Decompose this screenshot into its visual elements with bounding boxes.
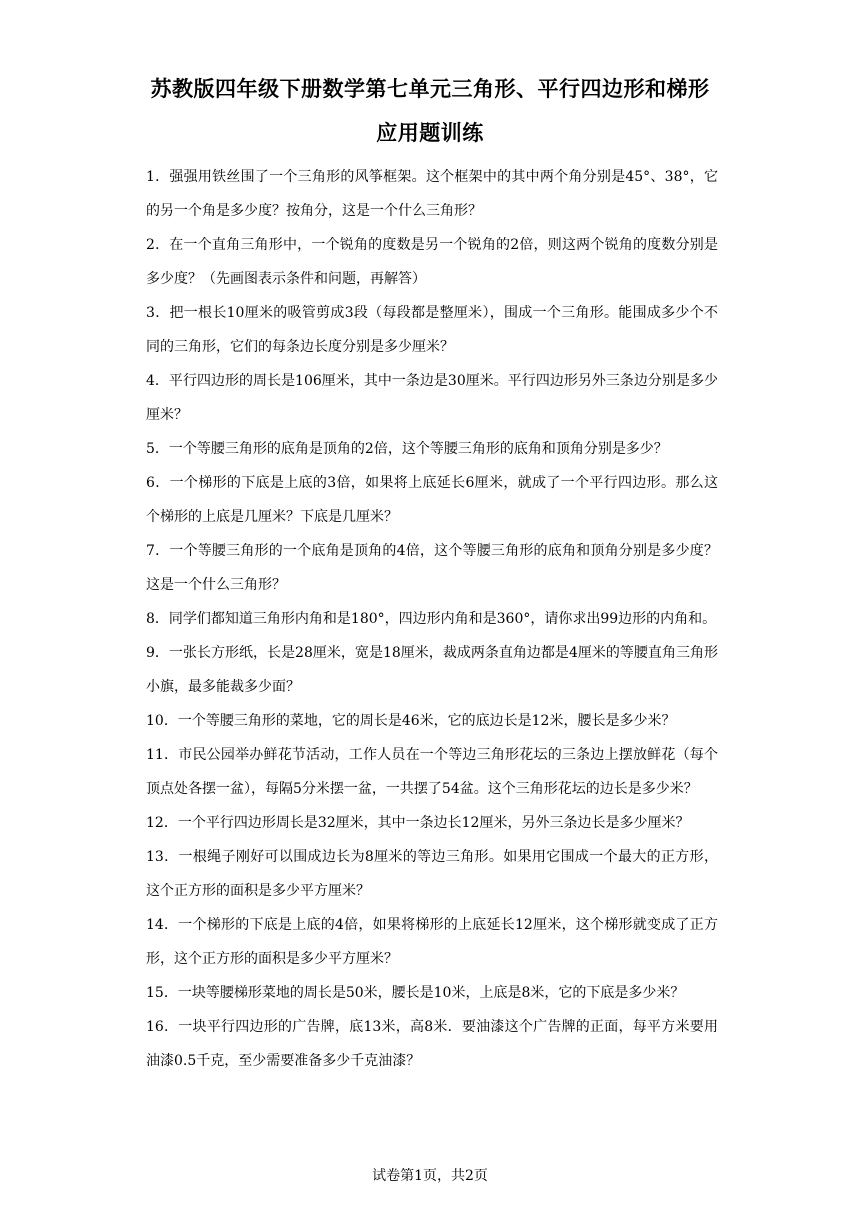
question-16: 16．一块平行四边形的广告牌，底13米，高8米．要油漆这个广告牌的正面，每平方米要用油漆0.5千克，至少需要准备多少千克油漆？ [146, 1019, 718, 1069]
question-6: 6．一个梯形的下底是上底的3倍，如果将上底延长6厘米，就成了一个平行四边形。那么这个梯形的上底是几厘米？下底是几厘米？ [146, 475, 718, 525]
question-10: 10．一个等腰三角形的菜地，它的周长是46米，它的底边长是12米，腰长是多少米？ [146, 713, 676, 729]
question-14: 14．一个梯形的下底是上底的4倍，如果将梯形的上底延长12厘米，这个梯形就变成了正方形，这个正方形的面积是多少平方厘米？ [146, 917, 718, 967]
question-11: 11．市民公园举办鲜花节活动，工作人员在一个等边三角形花坛的三条边上摆放鲜花（每个顶点处各摆一盆），每隔5分米摆一盆，一共摆了54盆。这个三角形花坛的边长是多少米？ [146, 747, 718, 797]
document-subtitle: 应用题训练 [376, 121, 484, 145]
question-15: 15．一块等腰梯形菜地的周长是50米，腰长是10米，上底是8米，它的下底是多少米？ [146, 985, 685, 1001]
question-7: 7．一个等腰三角形的一个底角是顶角的4倍，这个等腰三角形的底角和顶角分别是多少度？这是一个什么三角形？ [146, 543, 718, 593]
question-8: 8．同学们都知道三角形内角和是180°，四边形内角和是360°，请你求出99边形的内角和。 [146, 611, 717, 627]
question-5: 5．一个等腰三角形的底角是顶角的2倍，这个等腰三角形的底角和顶角分别是多少？ [146, 441, 668, 457]
page-footer: 试卷第1页，共2页 [372, 1168, 488, 1184]
question-13: 13．一根绳子刚好可以围成边长为8厘米的等边三角形。如果用它围成一个最大的正方形，这个正方形的面积是多少平方厘米？ [146, 849, 718, 899]
question-list [146, 160, 718, 1078]
question-3: 3．把一根长10厘米的吸管剪成3段（每段都是整厘米），围成一个三角形。能围成多少个不同的三角形，它们的每条边长度分别是多少厘米？ [146, 305, 718, 355]
question-1: 1．强强用铁丝围了一个三角形的风筝框架。这个框架中的其中两个角分别是45°、38°，它的另一个角是多少度？按角分，这是一个什么三角形？ [146, 169, 718, 219]
question-2: 2．在一个直角三角形中，一个锐角的度数是另一个锐角的2倍，则这两个锐角的度数分别是多少度？（先画图表示条件和问题，再解答） [146, 237, 718, 287]
question-12: 12．一个平行四边形周长是32厘米，其中一条边长12厘米，另外三条边长是多少厘米？ [146, 815, 690, 831]
document-title: 苏教版四年级下册数学第七单元三角形、平行四边形和梯形 [150, 77, 710, 101]
question-9: 9．一张长方形纸，长是28厘米，宽是18厘米，裁成两条直角边都是4厘米的等腰直角三角形小旗，最多能裁多少面？ [146, 645, 718, 695]
question-4: 4．平行四边形的周长是106厘米，其中一条边是30厘米。平行四边形另外三条边分别是多少厘米？ [146, 373, 718, 423]
